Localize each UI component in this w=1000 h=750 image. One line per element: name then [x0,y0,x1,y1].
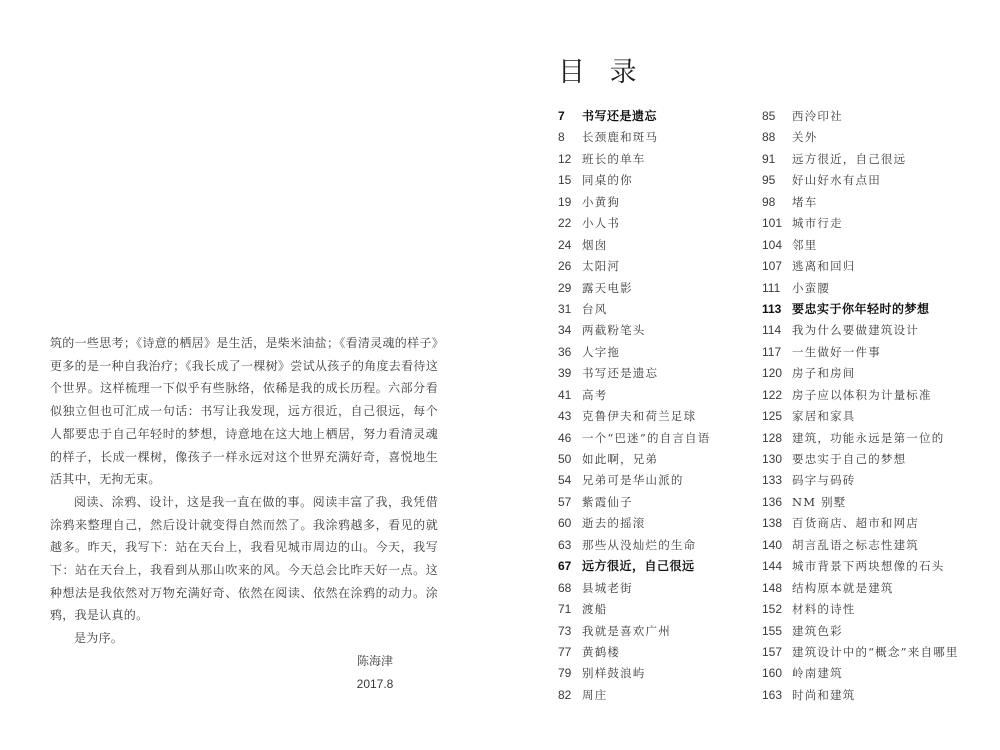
toc-entry [558,170,748,191]
toc-entry [558,449,748,470]
toc-entry-title: 时尚和建筑 [792,687,856,702]
toc-entry [558,235,748,256]
toc-entry-title: 一生做好一件事 [792,344,881,359]
toc-entry [762,642,992,663]
toc-entry [762,278,992,299]
toc-column-2 [762,106,992,706]
toc-page-number: 88 [762,130,776,145]
toc-entry [558,213,748,234]
toc-entry [762,406,992,427]
toc-part-heading [558,556,748,577]
toc-column-1 [558,106,748,706]
toc-entry-title: 远方很近，自己很远 [792,151,907,166]
toc-page-number: 91 [762,151,776,166]
toc-page-number: 125 [762,409,783,424]
toc-entry [558,278,748,299]
toc-entry [762,170,992,191]
toc-entry-title: 城市背景下两块想像的石头 [792,559,945,574]
toc-entry [762,106,992,127]
toc-entry [558,256,748,277]
toc-entry-title: 建筑色彩 [792,623,843,638]
toc-entry [762,492,992,513]
toc-page-number: 138 [762,516,783,531]
toc-page-number: 57 [558,494,572,509]
toc-title: 目 录 [558,57,645,88]
toc-page-number: 120 [762,366,783,381]
toc-entry-title: 邻里 [792,237,818,252]
toc-page-number: 114 [762,323,782,338]
toc-page-number: 63 [558,537,572,552]
toc-page-number: 117 [762,344,782,359]
toc-page-number: 29 [558,280,572,295]
toc-entry-title: 别样鼓浪屿 [582,666,646,681]
toc-entry [762,235,992,256]
toc-entry-title: 我就是喜欢广州 [582,623,671,638]
toc-entry-title: 那些从没灿烂的生命 [582,537,697,552]
preface-text [50,332,438,650]
toc-entry [558,470,748,491]
toc-entry [762,149,992,170]
toc-page-number: 140 [762,537,783,552]
toc-entry-title: 建筑设计中的“概念”来自哪里 [792,644,959,659]
toc-page-number: 15 [558,173,572,188]
toc-entry-title: 好山好水有点田 [792,173,881,188]
toc-entry-title: 班长的单车 [582,151,646,166]
toc-entry-title: 西泠印社 [792,109,843,123]
toc-entry-title: 要忠实于你年轻时的梦想 [792,301,930,316]
toc-entry [762,213,992,234]
toc-page-number: 67 [558,559,572,574]
toc-part-heading [762,299,992,320]
toc-entry [762,342,992,363]
toc-page-number: 136 [762,494,783,509]
toc-entry-title: 紫霞仙子 [582,494,633,509]
toc-entry-title: 百货商店、超市和网店 [792,516,919,531]
toc-entry [558,492,748,513]
toc-page-number: 157 [762,644,783,659]
toc-entry-title: 小蛮腰 [792,280,831,295]
toc-entry-title: 堵车 [792,194,818,209]
toc-entry-title: 长颈鹿和斑马 [582,130,659,145]
toc-entry-title: 逝去的摇滚 [582,516,646,531]
toc-page-number: 104 [762,237,783,252]
toc-entry-title: 城市行走 [792,216,843,231]
toc-entry-title: NM 别墅 [792,494,847,509]
preface-author: 陈海津 [356,654,393,668]
toc-page-number: 41 [558,387,572,402]
toc-entry [558,342,748,363]
toc-entry [558,299,748,320]
toc-page-number: 144 [762,559,783,574]
toc-entry-title: 克鲁伊夫和荷兰足球 [582,409,697,424]
toc-entry [558,149,748,170]
preface-paragraph: 阅读、涂鸦、设计，这是我一直在做的事。阅读丰富了我，我凭借涂鸦来整理自己，然后设计就变得自然而然了。我涂鸦越多，看见的就越多。昨天，我写下：站在天台上，我看见城市周边的山。今天，我写下：站在天台上，我看到从那山吹来的风。今天总会比昨天好一点。这种想法是我依然对万物充满好奇、依然在阅读、依然在涂鸦的动力。涂鸦，我是认真的。 [50,494,438,623]
toc-page-number: 68 [558,580,572,595]
toc-entry [762,578,992,599]
toc-entry [762,513,992,534]
toc-entry-title: 县城老街 [582,580,633,595]
toc-entry-title: 小黄狗 [582,194,621,209]
toc-entry [762,320,992,341]
toc-page-number: 19 [558,194,572,209]
toc-entry [558,363,748,384]
toc-page-number: 160 [762,666,783,681]
toc-page-number: 122 [762,387,783,402]
toc-entry [762,127,992,148]
toc-page-number: 39 [558,366,572,381]
toc-page-number: 50 [558,452,572,466]
toc-entry-title: 兄弟可是华山派的 [582,473,684,488]
toc-entry [762,363,992,384]
toc-entry [762,192,992,213]
toc-page-number: 107 [762,259,783,274]
toc-entry [762,663,992,684]
toc-entry [762,556,992,577]
toc-page-number: 46 [558,430,572,445]
toc-page-number: 79 [558,666,572,681]
toc-page-number: 7 [558,109,565,123]
toc-entry [558,127,748,148]
toc-entry-title: 逃离和回归 [792,259,856,274]
toc-entry-title: 书写还是遗忘 [582,366,659,381]
toc-entry-title: 关外 [792,130,818,145]
toc-entry-title: 材料的诗性 [792,602,856,617]
toc-entry-title: 露天电影 [582,280,633,295]
toc-page-number: 34 [558,323,572,338]
toc-entry [558,685,748,706]
toc-entry [558,621,748,642]
toc-entry [762,385,992,406]
toc-entry [558,599,748,620]
toc-entry-title: 小人书 [582,216,621,231]
toc-page-number: 130 [762,452,783,466]
toc-page-number: 163 [762,687,783,702]
toc-entry [762,256,992,277]
toc-entry [762,685,992,706]
toc-entry [558,578,748,599]
toc-page-number: 71 [558,602,572,617]
toc-entry-title: 建筑，功能永远是第一位的 [792,430,945,445]
toc-entry [558,192,748,213]
toc-entry-title: 台风 [582,301,608,316]
toc-page-number: 43 [558,409,572,424]
toc-entry-title: 要忠实于自己的梦想 [792,452,907,466]
toc-page-number: 36 [558,344,572,359]
toc-entry-title: 同桌的你 [582,173,633,188]
toc-part-heading [558,106,748,127]
toc-page-number: 77 [558,644,572,659]
toc-page-number: 60 [558,516,572,531]
toc-entry-title: 家居和家具 [792,409,856,424]
toc-entry [762,470,992,491]
toc-entry-title: 太阳河 [582,259,621,274]
toc-page-number: 22 [558,216,572,231]
toc-entry-title: 烟囱 [582,237,608,252]
toc-entry [558,663,748,684]
toc-entry [762,621,992,642]
toc-page-number: 85 [762,109,776,123]
toc-entry [558,513,748,534]
toc-page-number: 8 [558,130,565,145]
toc-entry [762,428,992,449]
toc-entry-title: 胡言乱语之标志性建筑 [792,537,919,552]
toc-entry [558,535,748,556]
toc-entry-title: 房子和房间 [792,366,856,381]
preface-paragraph: 是为序。 [74,631,124,646]
toc-page-number: 155 [762,623,783,638]
toc-entry-title: 周庄 [582,687,608,702]
toc-page-number: 73 [558,623,572,638]
preface-date: 2017.8 [356,677,394,691]
toc-entry [558,385,748,406]
toc-entry-title: 书写还是遗忘 [582,109,658,123]
toc-page-number: 152 [762,602,783,617]
toc-page-number: 54 [558,473,572,488]
toc-entry-title: 高考 [582,387,608,402]
toc-entry-title: 远方很近，自己很远 [582,559,695,574]
toc-entry-title: 房子应以体积为计量标准 [792,387,932,402]
toc-page-number: 113 [762,301,782,316]
toc-page-number: 12 [558,151,572,166]
toc-page-number: 98 [762,194,776,209]
toc-page-number: 31 [558,301,572,316]
toc-entry-title: 一个“巴迷”的自言自语 [582,430,711,445]
toc-entry-title: 岭南建筑 [792,666,843,681]
toc-page-number: 148 [762,580,783,595]
toc-entry-title: 渡船 [582,602,608,617]
toc-page-number: 133 [762,473,783,488]
toc-entry [558,428,748,449]
toc-entry-title: 黄鹤楼 [582,644,621,659]
toc-page-number: 26 [558,259,572,274]
toc-page-number: 82 [558,687,572,702]
preface-paragraph: 筑的一些思考；《诗意的栖居》是生活，是柴米油盐；《看清灵魂的样子》更多的是一种自我治疗；《我长成了一棵树》尝试从孩子的角度去看待这个世界。这样梳理一下似乎有些脉络，依稀是我的成长历程。六部分看似独立但也可汇成一句话：书写让我发现，远方很近，自己很远，每个人都要忠于自己年轻时的梦想，诗意地在这大地上栖居，努力看清灵魂的样子，长成一棵树，像孩子一样永远对这个世界充满好奇，喜悦地生活其中，无拘无束。 [50,336,438,487]
toc-page-number: 101 [762,216,783,231]
toc-entry-title: 我为什么要做建筑设计 [792,323,919,338]
toc-entry-title: 码字与码砖 [792,473,856,488]
toc-entry [762,535,992,556]
toc-entry [558,406,748,427]
toc-page-number: 128 [762,430,783,445]
toc-page-number: 111 [762,280,781,295]
toc-entry-title: 人字拖 [582,344,621,359]
toc-page-number: 24 [558,237,572,252]
toc-entry [762,449,992,470]
toc-entry-title: 如此啊，兄弟 [582,452,659,466]
toc-page-number: 95 [762,173,776,188]
toc-entry [558,320,748,341]
toc-entry-title: 两截粉笔头 [582,323,646,338]
right-page [500,0,1000,750]
toc-entry [762,599,992,620]
toc-entry-title: 结构原本就是建筑 [792,580,894,595]
toc-entry [558,642,748,663]
